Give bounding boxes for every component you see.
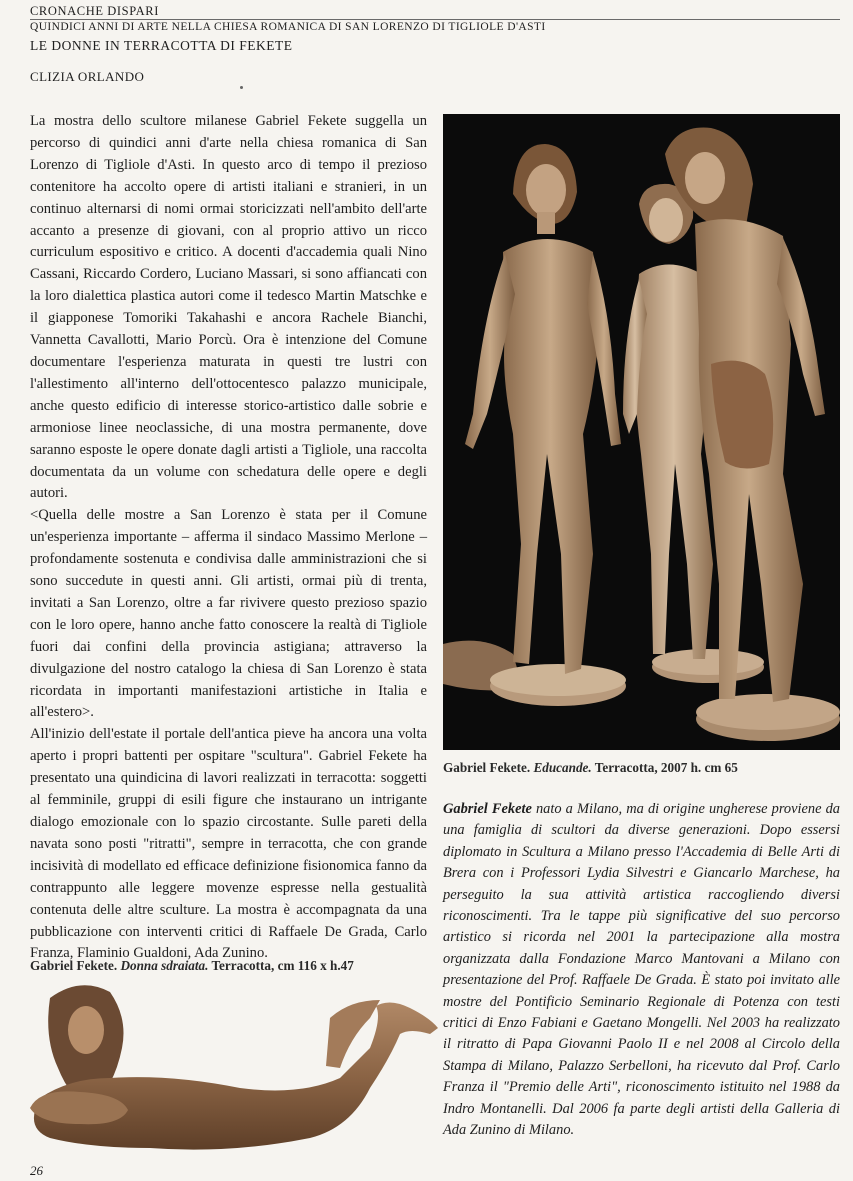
decorative-dot (240, 86, 243, 89)
article-title: LE DONNE IN TERRACOTTA DI FEKETE (30, 38, 293, 53)
article-paragraph-2: <Quella delle mostre a San Lorenzo è stata per il Comune un'esperienza importante – afferma il sindaco Massimo Merlone – profondamente sostenuta e condivisa dalle amministrazioni che si sono succedute in questi anni. Gli artisti, ormai più di trenta, invitati a San Lorenzo, oltre a far rivivere questo prezioso spazio con le loro opere, hanno anche fatto conoscere la realtà di Tigliole fuori dai confini della provincia astigiana; attraverso la divulgazione del nostro catalogo la chiesa di San Lorenzo è stata ricordata in importanti manifestazioni artistiche in Italia e all'estero>. (30, 507, 427, 721)
header-rule (30, 19, 840, 20)
donna-sdraiata-photo (10, 978, 440, 1163)
caption-details: Terracotta, 2007 h. cm 65 (594, 760, 738, 775)
caption-artist: Gabriel Fekete. (30, 958, 118, 973)
educande-sculpture-image (443, 114, 840, 750)
artist-bio (443, 799, 840, 1142)
article-paragraph-3: All'inizio dell'estate il portale dell'antica pieve ha ancora una volta aperto i propri battenti per ospitare "scultura". Gabriel Fekete ha presentato una quindicina di lavori realizzati in terracotta: soggetti al femminile, gruppi di esili figure che instaurano un intrigante dialogo emozionale con lo spazio circostante. Sulle pareti della navata sono posti "ritratti", sempre in terracotta, che con grande incisività di modellato ed efficace definizione fisionomica fanno da contrappunto alle leggere movenze espresse nella gestualità contenuta delle altre sculture. La mostra è accompagnata da una pubblicazione con interventi critici di Raffaele De Grada, Carlo Franza, Flaminio Gualdoni, Ada Zunino. (30, 726, 427, 962)
caption-artist: Gabriel Fekete. (443, 760, 531, 775)
educande-photo (443, 114, 840, 750)
caption-details: Terracotta, cm 116 x h.47 (211, 958, 354, 973)
photo-caption-educande (443, 760, 840, 776)
caption-work-title: Donna sdraiata. (120, 958, 209, 973)
caption-work-title: Educande. (533, 760, 592, 775)
photo-caption-donna-sdraiata (30, 958, 430, 974)
article-author: CLIZIA ORLANDO (30, 69, 145, 84)
reclining-sculpture-image (10, 978, 440, 1163)
article-body (30, 111, 427, 965)
page-number: 26 (30, 1163, 43, 1178)
article-subtitle: QUINDICI ANNI DI ARTE NELLA CHIESA ROMANICA DI SAN LORENZO DI TIGLIOLE D'ASTI (30, 21, 546, 33)
article-paragraph-1: La mostra dello scultore milanese Gabriel Fekete suggella un percorso di quindici anni d'arte nella chiesa romanica di San Lorenzo di Tigliole d'Asti. In questo arco di tempo il prezioso contenitore ha accolto opere di artisti italiani e stranieri, in un continuo alternarsi di nomi ormai storicizzati nell'ambito dell'arte accanto a presenze di giovani, con al proprio attivo un ricco curriculum espositivo e critico. A docenti d'accademia quali Nino Cassani, Riccardo Cordero, Luciano Massari, si sono affiancati con la loro dialettica plastica autori come il tedesco Martin Matschke e il giapponese Tomoriki Takahashi e ancora Rachele Bianchi, Vannetta Cavallotti, Mario Porcù. Ora è intenzione del Comune documentare l'esperienza maturata in questi tre lustri con l'allestimento all'interno dell'ottocentesco palazzo municipale, anche questo edificio di interesse storico-artistico dalle sobrie e armoniose linee neoclassiche, di una mostra permanente, dove saranno esposte le opere donate dagli artisti a Tigliole, una raccolta documentata da un volume con schedatura delle opere e degli autori. (30, 113, 427, 502)
bio-artist-name: Gabriel Fekete (443, 801, 532, 817)
section-label: CRONACHE DISPARI (30, 4, 159, 18)
bio-text: nato a Milano, ma di origine ungherese proviene da una famiglia di scultori da diverse generazioni. Dopo essersi diplomato in Scultura a Milano presso l'Accademia di Belle Arti di Brera con i Professori Lydia Silvestri e Giancarlo Marchese, ha perseguito la sua attività artistica raccogliendo diversi riconoscimenti. Tra le tappe più significative del suo percorso artistico si ricorda nel 2001 la partecipazione alla mostra organizzata dalla Fondazione Marco Mantovani a Milano con presentazione del Prof. Raffaele De Grada. È stato poi invitato alle mostre del Pontificio Seminario Regionale di Potenza con testi critici di Enzo Fabiani e Gaetano Mongelli. Nel 2003 ha realizzato il ritratto di Papa Giovanni Paolo II e nel 2008 al Circolo della Stampa di Milano, Palazzo Serbelloni, ha ricevuto dal Prof. Carlo Franza il "Premio delle Arti", riconoscimento istituito nel 1988 da Indro Montanelli. Dal 2006 fa parte degli artisti della Galleria di Ada Zunino di Milano. (443, 801, 840, 1139)
